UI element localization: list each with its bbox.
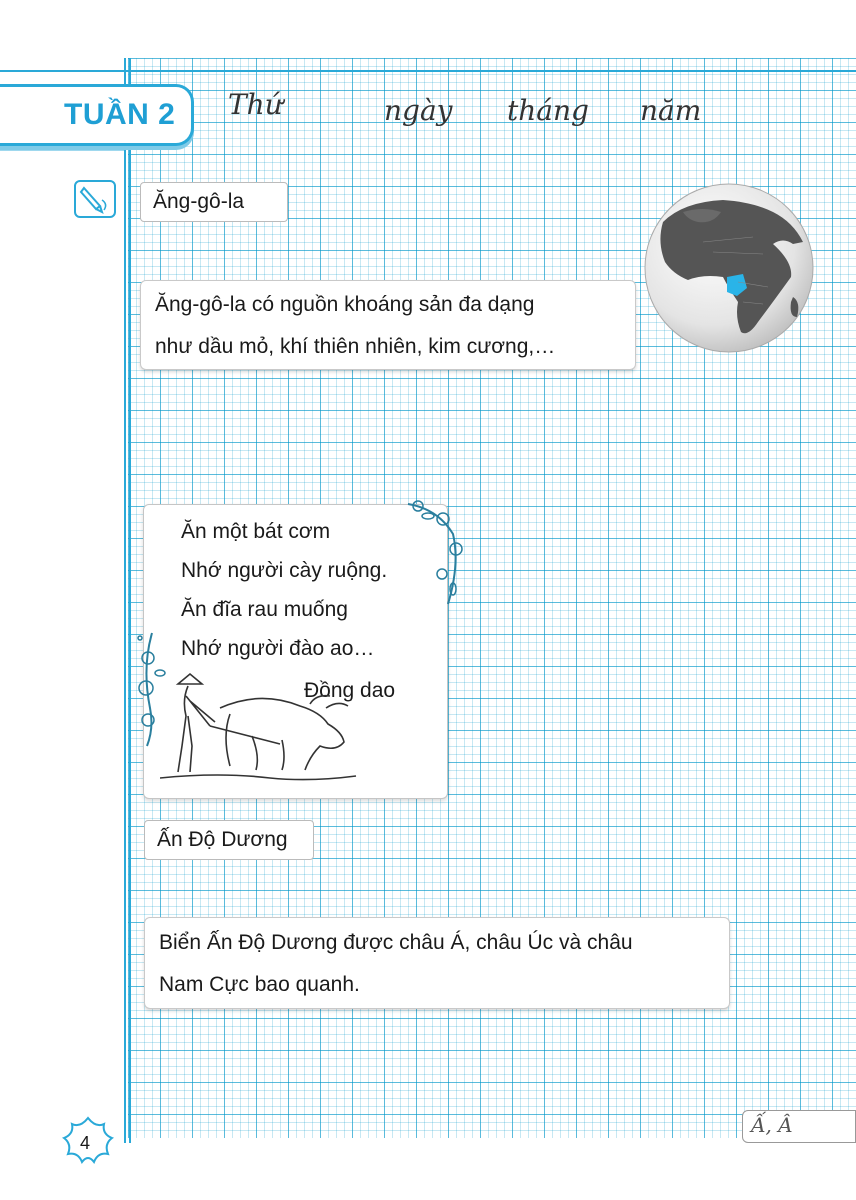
paragraph-line: như dầu mỏ, khí thiên nhiên, kim cương,…	[155, 335, 556, 358]
paragraph-line: Nam Cực bao quanh.	[159, 973, 360, 996]
header-underline	[0, 150, 124, 151]
section-title-indian-ocean	[144, 820, 314, 860]
letters-label: Ấ, Â	[751, 1113, 793, 1137]
angola-paragraph	[140, 280, 636, 370]
poem-line: Nhớ người đào ao…	[181, 637, 375, 660]
writing-pen-icon	[74, 180, 116, 218]
section-title-angola	[140, 182, 288, 222]
date-year: năm	[640, 94, 702, 127]
poem-line: Ăn một bát cơm	[181, 520, 331, 543]
page-number: 4	[80, 1133, 91, 1153]
paragraph-line: Ăng-gô-la có nguồn khoáng sản đa dạng	[155, 293, 535, 316]
globe-africa-image	[643, 182, 815, 354]
poem-source: Đồng dao	[304, 679, 396, 702]
header-rule	[0, 70, 856, 72]
margin-line	[124, 58, 126, 1143]
date-month: tháng	[507, 94, 589, 127]
poem-line: Ăn đĩa rau muống	[181, 598, 348, 621]
date-day: Thứ	[228, 88, 283, 121]
floral-decoration	[398, 494, 468, 614]
date-date: ngày	[384, 94, 453, 127]
indian-ocean-paragraph	[144, 917, 730, 1009]
section-title-text: Ăng-gô-la	[153, 190, 245, 213]
margin-line	[129, 58, 131, 1143]
farmer-buffalo-illustration	[160, 666, 360, 786]
section-title-text: Ấn Độ Dương	[157, 828, 288, 851]
paragraph-line: Biển Ấn Độ Dương được châu Á, châu Úc và châu	[159, 931, 633, 954]
poem-line: Nhớ người cày ruộng.	[181, 559, 388, 582]
week-label: TUẦN 2	[64, 98, 176, 131]
